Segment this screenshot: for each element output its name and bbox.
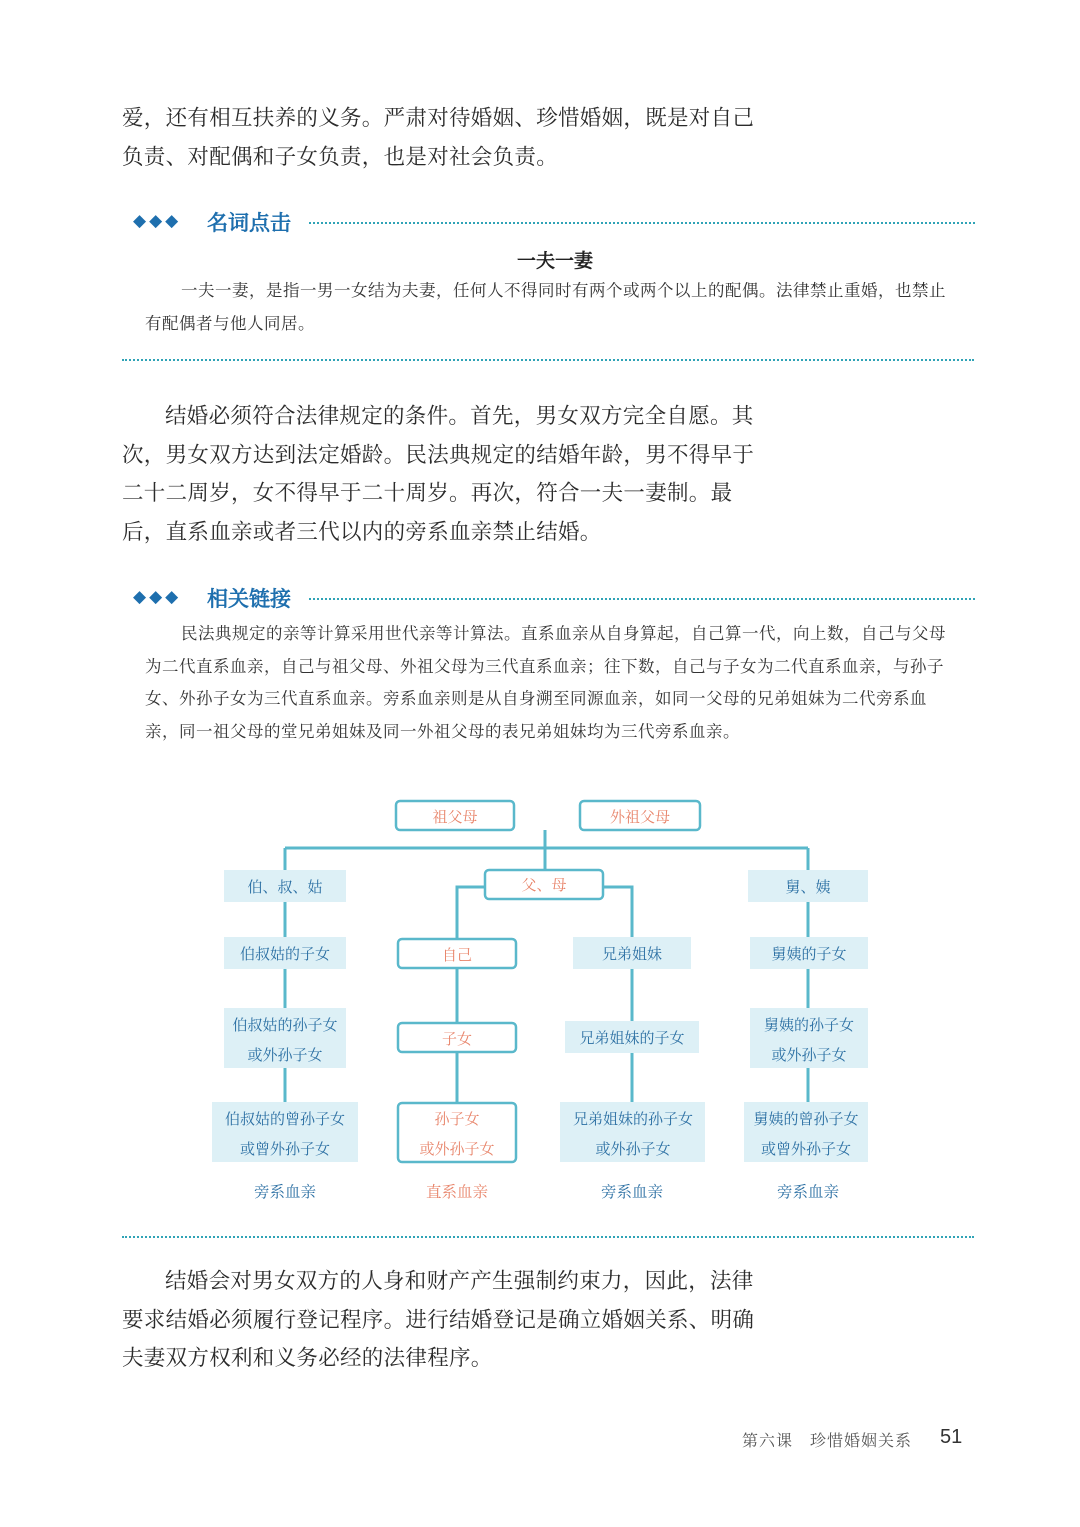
- collateral-label: 旁系血亲: [600, 1183, 664, 1201]
- page-number: 51: [940, 1426, 963, 1448]
- collateral-label: 旁系血亲: [253, 1183, 317, 1201]
- node-label: 舅、姨: [785, 878, 831, 896]
- node-maternal-great-grandcousins: [744, 1102, 868, 1162]
- node-label: 伯叔姑的孙子女: [232, 1016, 338, 1034]
- kinship-diagram: [0, 790, 1080, 1220]
- node-label: 自己: [441, 946, 473, 964]
- node-paternal-grandcousins: [224, 1008, 346, 1068]
- node-grandchildren: [398, 1103, 516, 1162]
- dotted-divider: [309, 598, 975, 600]
- term-section-title: 名词点击: [207, 211, 291, 235]
- node-siblings: [573, 937, 691, 969]
- node-label: 舅姨的孙子女: [763, 1016, 855, 1034]
- node-label: 兄弟姐妹: [601, 945, 663, 963]
- node-siblings-grandchildren: [560, 1102, 705, 1162]
- diamond-bullets-icon: ◆◆◆: [133, 211, 182, 231]
- link-section-title: 相关链接: [207, 587, 291, 611]
- direct-label: 直系血亲: [425, 1183, 489, 1201]
- node-label: 或曾外孙子女: [239, 1140, 331, 1158]
- dotted-divider: [122, 359, 974, 361]
- node-label: 伯、叔、姑: [247, 878, 323, 896]
- node-paternal-cousins: [224, 937, 346, 969]
- node-label: 或外孙子女: [771, 1046, 847, 1064]
- dotted-divider: [309, 222, 975, 224]
- node-label: 舅姨的子女: [771, 945, 847, 963]
- paragraph-3: 结婚会对男女双方的人身和财产产生强制约束力，因此，法律要求结婚必须履行登记程序。进行结婚登记是确立婚姻关系、明确夫妻双方权利和义务必经的法律程序。: [122, 1269, 755, 1371]
- term-section-header: [133, 207, 975, 237]
- node-label: 或曾外孙子女: [760, 1140, 852, 1158]
- node-maternal-grandparents: [580, 801, 700, 830]
- node-maternal-grandcousins: [750, 1008, 868, 1068]
- footer-lesson-title: 第六课 珍惜婚姻关系: [742, 1431, 913, 1450]
- paragraph-2: 结婚必须符合法律规定的条件。首先，男女双方完全自愿。其次，男女双方达到法定婚龄。民法典规定的结婚年龄，男不得早于二十二周岁，女不得早于二十周岁。再次，符合一夫一妻制。最后，直系血亲或者三代以内的旁系血亲禁止结婚。: [122, 404, 755, 545]
- diamond-bullets-icon: ◆◆◆: [133, 587, 182, 607]
- node-label: 伯叔姑的曾孙子女: [224, 1110, 346, 1128]
- node-parents: [485, 870, 603, 899]
- node-paternal-uncles-aunts: [224, 870, 346, 902]
- node-label: 父、母: [521, 876, 567, 894]
- node-label: 或外孙子女: [595, 1140, 671, 1158]
- collateral-label: 旁系血亲: [776, 1183, 840, 1201]
- node-label: 孙子女: [434, 1110, 480, 1128]
- node-label: 兄弟姐妹的子女: [579, 1029, 685, 1047]
- node-paternal-great-grandcousins: [212, 1102, 358, 1162]
- term-definition: 一夫一妻，是指一男一女结为夫妻，任何人不得同时有两个或两个以上的配偶。法律禁止重婚，也禁止有配偶者与他人同居。: [145, 281, 946, 333]
- node-label: 或外孙子女: [247, 1046, 323, 1064]
- node-label: 祖父母: [432, 808, 478, 826]
- node-children: [398, 1023, 516, 1052]
- node-maternal-cousins: [750, 937, 868, 969]
- node-label: 伯叔姑的子女: [239, 945, 331, 963]
- node-label: 或外孙子女: [419, 1140, 495, 1158]
- paragraph-1: 爱，还有相互扶养的义务。严肃对待婚姻、珍惜婚姻，既是对自己负责、对配偶和子女负责，也是对社会负责。: [122, 106, 755, 170]
- node-label: 子女: [441, 1030, 473, 1048]
- node-label: 兄弟姐妹的孙子女: [572, 1110, 694, 1128]
- node-grandparents: [396, 801, 514, 830]
- node-maternal-uncles-aunts: [748, 870, 868, 902]
- link-section-header: [133, 583, 975, 613]
- node-label: 外祖父母: [609, 808, 671, 826]
- dotted-divider: [122, 1236, 974, 1238]
- node-label: 舅姨的曾孙子女: [753, 1110, 859, 1128]
- node-siblings-children: [565, 1021, 699, 1053]
- link-section-text: 民法典规定的亲等计算采用世代亲等计算法。直系血亲从自身算起，自己算一代，向上数，自己与父母为二代直系血亲，自己与祖父母、外祖父母为三代直系血亲；往下数，自己与子女为二代直系血亲，与孙子女、外孙子女为三代直系血亲。旁系血亲则是从自身溯至同源血亲，如同一父母的兄弟姐妹为二代旁系血亲，同一祖父母的堂兄弟姐妹及同一外祖父母的表兄弟姐妹均为三代旁系血亲。: [145, 624, 946, 741]
- node-self: [398, 939, 516, 968]
- term-title: 一夫一妻: [516, 250, 593, 272]
